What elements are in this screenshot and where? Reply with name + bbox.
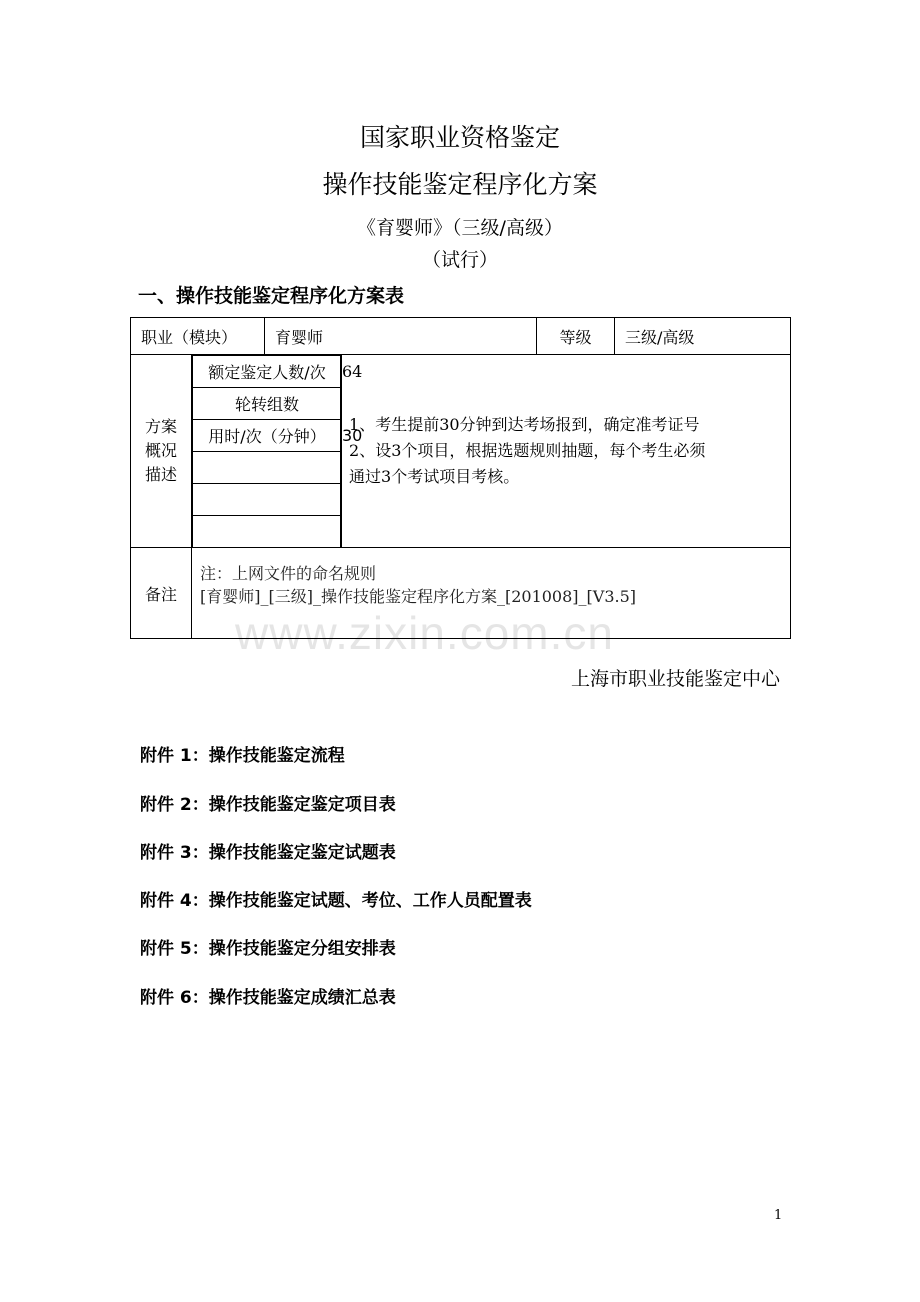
overview-label-line: 方案 bbox=[144, 417, 177, 436]
note-line: 注：上网文件的命名规则 bbox=[200, 564, 377, 583]
description-line: 1、考生提前30分钟到达考场报到，确定准考证号 bbox=[349, 415, 700, 434]
table-row bbox=[193, 516, 342, 548]
table-row bbox=[193, 484, 342, 516]
page-number: 1 bbox=[774, 1208, 783, 1223]
overview-details bbox=[192, 355, 363, 548]
table-row bbox=[193, 452, 342, 484]
row-label bbox=[193, 484, 342, 516]
table-row: 用时/次（分钟） 30 bbox=[193, 420, 342, 452]
document-subtitle: 操作技能鉴定程序化方案 bbox=[322, 170, 598, 199]
attachment-item: 附件 4：操作技能鉴定试题、考位、工作人员配置表 bbox=[140, 891, 532, 911]
overview-subtable bbox=[192, 355, 363, 547]
attachment-item: 附件 3：操作技能鉴定鉴定试题表 bbox=[140, 843, 396, 863]
attachment-item: 附件 5：操作技能鉴定分组安排表 bbox=[140, 939, 396, 959]
occupation-value: 育婴师 bbox=[265, 318, 537, 355]
description-line: 2、设3个项目，根据选题规则抽题，每个考生必须 bbox=[349, 441, 706, 460]
overview-row bbox=[131, 355, 791, 548]
row-label bbox=[193, 452, 342, 484]
overview-label-line: 概况 bbox=[144, 441, 177, 460]
remark-label: 备注 bbox=[131, 548, 192, 639]
row-label: 轮转组数 bbox=[193, 388, 342, 420]
table-row bbox=[193, 388, 342, 420]
attachment-item: 附件 2：操作技能鉴定鉴定项目表 bbox=[140, 795, 396, 815]
overview-label bbox=[131, 355, 192, 548]
description-line: 通过3个考试项目考核。 bbox=[349, 467, 520, 486]
overview-description bbox=[341, 355, 791, 548]
trial-note: （试行） bbox=[421, 249, 498, 271]
occupation-row bbox=[131, 318, 791, 355]
attachment-item: 附件 1：操作技能鉴定流程 bbox=[140, 746, 345, 766]
document-title: 国家职业资格鉴定 bbox=[359, 123, 560, 152]
row-label: 用时/次（分钟） bbox=[193, 420, 342, 452]
attachment-item: 附件 6：操作技能鉴定成绩汇总表 bbox=[140, 988, 396, 1008]
section-heading: 一、操作技能鉴定程序化方案表 bbox=[138, 285, 405, 307]
level-value: 三级/高级 bbox=[615, 318, 791, 355]
occupation-label: 职业（模块） bbox=[131, 318, 265, 355]
note-line: [育婴师]_[三级]_操作技能鉴定程序化方案_[201008]_[V3.5] bbox=[200, 587, 637, 606]
row-label: 额定鉴定人数/次 bbox=[193, 356, 342, 388]
level-label: 等级 bbox=[537, 318, 615, 355]
table-row: 额定鉴定人数/次 64 bbox=[193, 356, 342, 388]
watermark: www.zixin.com.cn bbox=[235, 607, 614, 659]
overview-label-line: 描述 bbox=[144, 465, 177, 484]
row-label bbox=[193, 516, 342, 548]
organization-name: 上海市职业技能鉴定中心 bbox=[570, 668, 780, 690]
occupation-title: 《育婴师》（三级/高级） bbox=[357, 217, 563, 239]
plan-table bbox=[130, 317, 791, 639]
